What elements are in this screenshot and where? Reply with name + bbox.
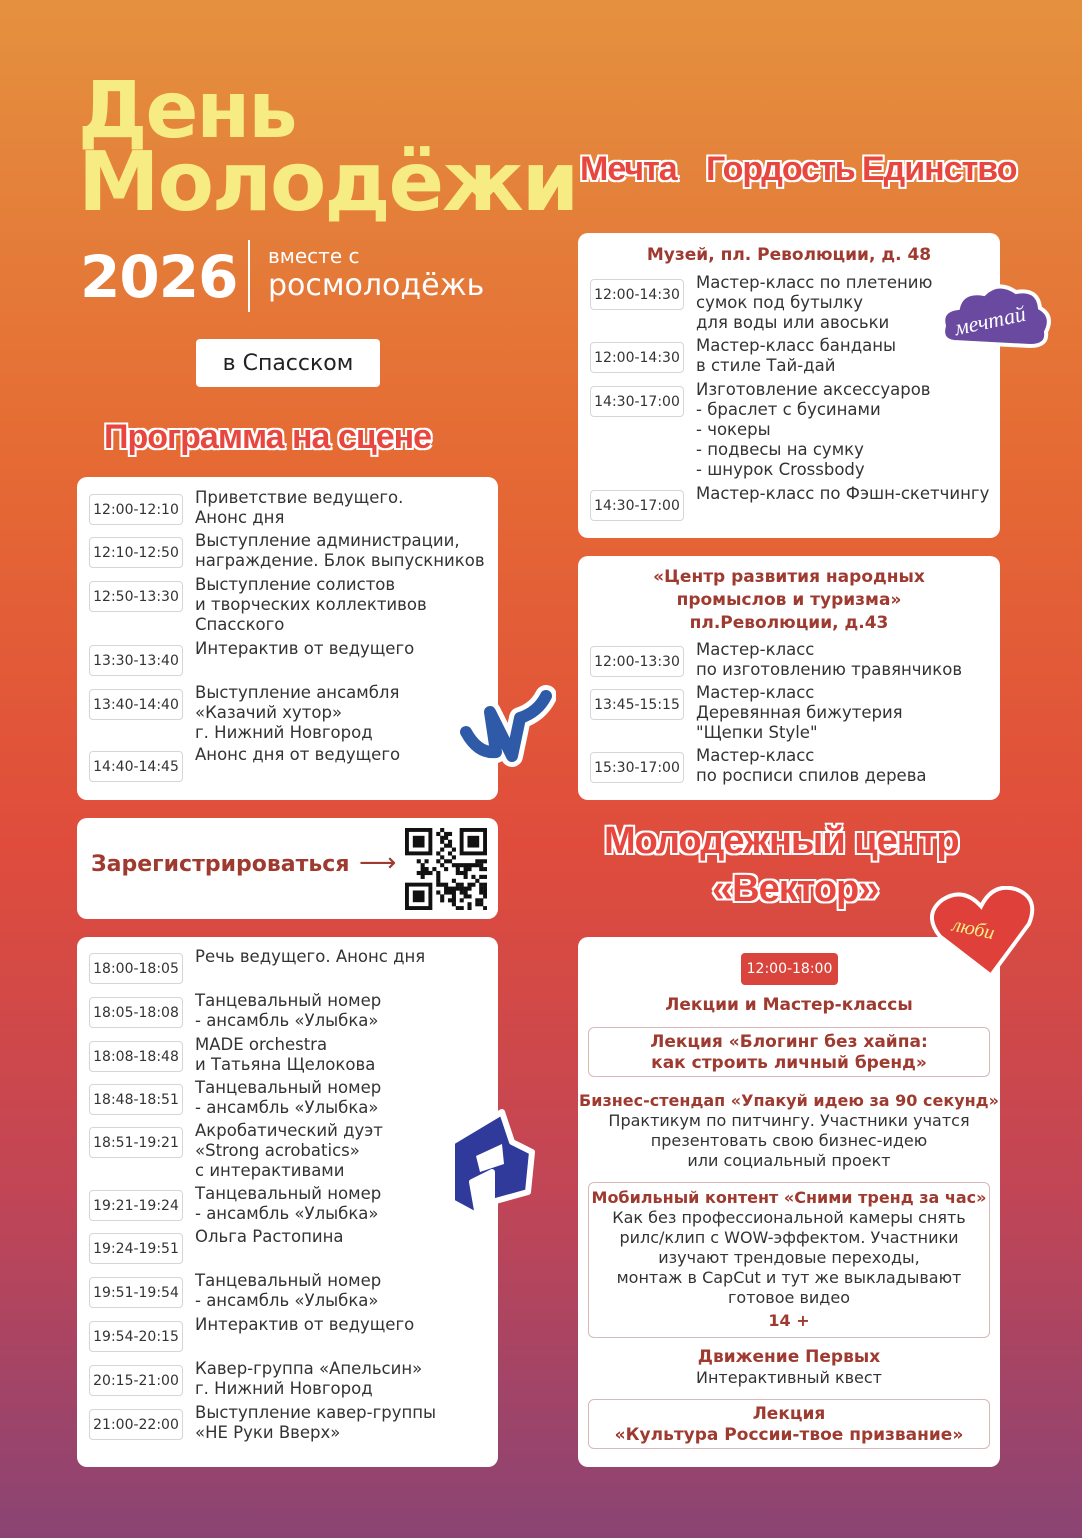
- qr-code-icon[interactable]: [405, 828, 487, 910]
- city-badge: в Спасском: [196, 339, 380, 387]
- time-badge: 12:10-12:50: [89, 537, 183, 568]
- event-year: 2026: [80, 243, 238, 311]
- love-sticker-text: люби: [950, 913, 997, 945]
- time-badge: 19:21-19:24: [89, 1190, 183, 1221]
- time-badge: 18:51-19:21: [89, 1127, 183, 1158]
- time-badge: 12:00-14:30: [590, 342, 684, 373]
- museum-card: [578, 233, 1000, 538]
- time-badge: 21:00-22:00: [89, 1409, 183, 1440]
- schedule-row: [89, 1035, 490, 1075]
- time-badge: 18:48-18:51: [89, 1084, 183, 1115]
- lecture-blogging: Лекция «Блогинг без хайпа: как строить личный бренд»: [588, 1027, 990, 1077]
- vector-heading-line2: «Вектор»: [712, 868, 879, 910]
- schedule-text: Изготовление аксессуаров - браслет с бусинами - чокеры - подвесы на сумку - шнурок Crossbody: [696, 380, 931, 479]
- schedule-row: [89, 947, 490, 984]
- schedule-row: [89, 639, 490, 676]
- schedule-row: [590, 746, 992, 786]
- schedule-text: Интерактив от ведущего: [195, 639, 415, 658]
- mobile-content-text: Как без профессиональной камеры снять рилс/клип с WOW-эффектом. Участники изучают трендовые переходы, монтаж в CapCut и тут же выкладывают готовое видео: [612, 1208, 966, 1307]
- crafts-card: [578, 556, 1000, 800]
- schedule-text: Приветствие ведущего. Анонс дня: [195, 488, 404, 527]
- stage-day-card: [77, 477, 498, 800]
- decorative-glyph-1: [456, 672, 556, 782]
- register-card[interactable]: [77, 818, 498, 919]
- with-text: вместе с: [268, 244, 360, 268]
- time-badge: 12:00-13:30: [590, 646, 684, 677]
- schedule-row: [89, 745, 490, 782]
- museum-heading: Музей, пл. Революции, д. 48: [646, 245, 932, 265]
- mobile-content-box: [588, 1182, 990, 1338]
- schedule-text: Акробатический дуэт «Strong acrobatics» с интерактивами: [195, 1121, 383, 1180]
- schedule-text: Танцевальный номер - ансамбль «Улыбка»: [195, 1184, 382, 1223]
- schedule-row: [590, 380, 992, 480]
- biz-standup-text: Практикум по питчингу. Участники учатся презентовать свою бизнес-идею или социальный проект: [608, 1111, 970, 1170]
- schedule-text: Выступление кавер-группы «НЕ Руки Вверх»: [195, 1403, 437, 1442]
- time-badge: 12:00-14:30: [590, 279, 684, 310]
- schedule-row: [590, 484, 992, 521]
- time-badge: 19:24-19:51: [89, 1233, 183, 1264]
- schedule-row: [590, 273, 992, 333]
- time-badge: 18:00-18:05: [89, 953, 183, 984]
- time-badge: 13:30-13:40: [89, 645, 183, 676]
- schedule-text: MADE orchestra и Татьяна Щелокова: [195, 1035, 376, 1074]
- stage-heading: Программа на сцене: [104, 418, 432, 456]
- schedule-text: Танцевальный номер - ансамбль «Улыбка»: [195, 1078, 382, 1117]
- schedule-text: Мастер-класс по изготовлению травянчиков: [696, 640, 963, 679]
- schedule-row: [89, 991, 490, 1031]
- crafts-heading: «Центр развития народных промыслов и туризма» пл.Революции, д.43: [653, 567, 925, 633]
- time-badge: 14:30-17:00: [590, 386, 684, 417]
- schedule-row: [89, 575, 490, 635]
- schedule-text: Танцевальный номер - ансамбль «Улыбка»: [195, 991, 382, 1030]
- time-badge: 20:15-21:00: [89, 1365, 183, 1396]
- vector-subheading: Лекции и Мастер-классы: [665, 995, 913, 1015]
- time-badge: 19:54-20:15: [89, 1321, 183, 1352]
- header-divider: [248, 240, 250, 312]
- schedule-text: Речь ведущего. Анонс дня: [195, 947, 426, 966]
- vector-time-badge: 12:00-18:00: [741, 953, 838, 985]
- schedule-row: [590, 640, 992, 680]
- schedule-row: [89, 1078, 490, 1118]
- schedule-text: Мастер-класс по Фэшн-скетчингу: [696, 484, 990, 503]
- arrow-right-icon: ⟶: [359, 848, 397, 878]
- word-pride: Гордость: [706, 150, 855, 188]
- schedule-row: [89, 1315, 490, 1352]
- schedule-row: [89, 1227, 490, 1264]
- schedule-row: [89, 1121, 490, 1181]
- register-link[interactable]: Зарегистрироваться: [91, 852, 350, 877]
- word-dream: Мечта: [580, 150, 677, 188]
- brand-logo-text: росмолодёжь: [268, 268, 485, 303]
- schedule-row: [89, 1359, 490, 1399]
- schedule-row: [590, 336, 992, 376]
- schedule-text: Анонс дня от ведущего: [195, 745, 401, 764]
- biz-standup-title: Бизнес-стендап «Упакуй идею за 90 секунд»: [579, 1091, 999, 1110]
- schedule-text: Кавер-группа «Апельсин» г. Нижний Новгород: [195, 1359, 423, 1398]
- time-badge: 12:00-12:10: [89, 494, 183, 525]
- schedule-text: Интерактив от ведущего: [195, 1315, 415, 1334]
- schedule-row: [89, 1271, 490, 1311]
- schedule-row: [89, 488, 490, 528]
- time-badge: 14:40-14:45: [89, 751, 183, 782]
- schedule-text: Ольга Растопина: [195, 1227, 344, 1246]
- schedule-row: [590, 683, 992, 743]
- time-badge: 15:30-17:00: [590, 752, 684, 783]
- time-badge: 18:05-18:08: [89, 997, 183, 1028]
- title-line-2: Молодёжи: [78, 135, 578, 230]
- schedule-row: [89, 683, 490, 743]
- schedule-text: Мастер-класс по росписи спилов дерева: [696, 746, 927, 785]
- time-badge: 13:40-14:40: [89, 689, 183, 720]
- movement-text: Интерактивный квест: [696, 1368, 882, 1387]
- schedule-text: Мастер-класс по плетению сумок под бутылку для воды или авоськи: [696, 273, 933, 332]
- movement-title: Движение Первых: [697, 1347, 881, 1367]
- schedule-text: Мастер-класс банданы в стиле Тай-дай: [696, 336, 897, 375]
- vector-heading-line1: Молодежный центр: [604, 820, 959, 862]
- time-badge: 18:08-18:48: [89, 1041, 183, 1072]
- title-line-1: День: [78, 66, 296, 156]
- schedule-text: Танцевальный номер - ансамбль «Улыбка»: [195, 1271, 382, 1310]
- schedule-text: Выступление администрации, награждение. Блок выпускников: [195, 531, 485, 570]
- lecture-culture: Лекция «Культура России-твое призвание»: [588, 1399, 990, 1449]
- dream-sticker-text: мечтай: [952, 300, 1028, 341]
- schedule-row: [89, 1184, 490, 1224]
- schedule-text: Мастер-класс Деревянная бижутерия "Щепки Style": [696, 683, 903, 742]
- time-badge: 12:50-13:30: [89, 581, 183, 612]
- mobile-content-title: Мобильный контент «Сними тренд за час»: [591, 1188, 987, 1207]
- time-badge: 19:51-19:54: [89, 1277, 183, 1308]
- word-unity: Единство: [862, 150, 1017, 188]
- schedule-text: Выступление ансамбля «Казачий хутор» г. Нижний Новгород: [195, 683, 400, 742]
- schedule-row: [89, 1403, 490, 1443]
- vector-card: [578, 937, 1000, 1467]
- time-badge: 14:30-17:00: [590, 490, 684, 521]
- schedule-row: [89, 531, 490, 571]
- time-badge: 13:45-15:15: [590, 689, 684, 720]
- age-rating: 14 +: [768, 1311, 810, 1330]
- decorative-glyph-2: [432, 1092, 552, 1232]
- schedule-text: Выступление солистов и творческих коллективов Спасского: [195, 575, 427, 634]
